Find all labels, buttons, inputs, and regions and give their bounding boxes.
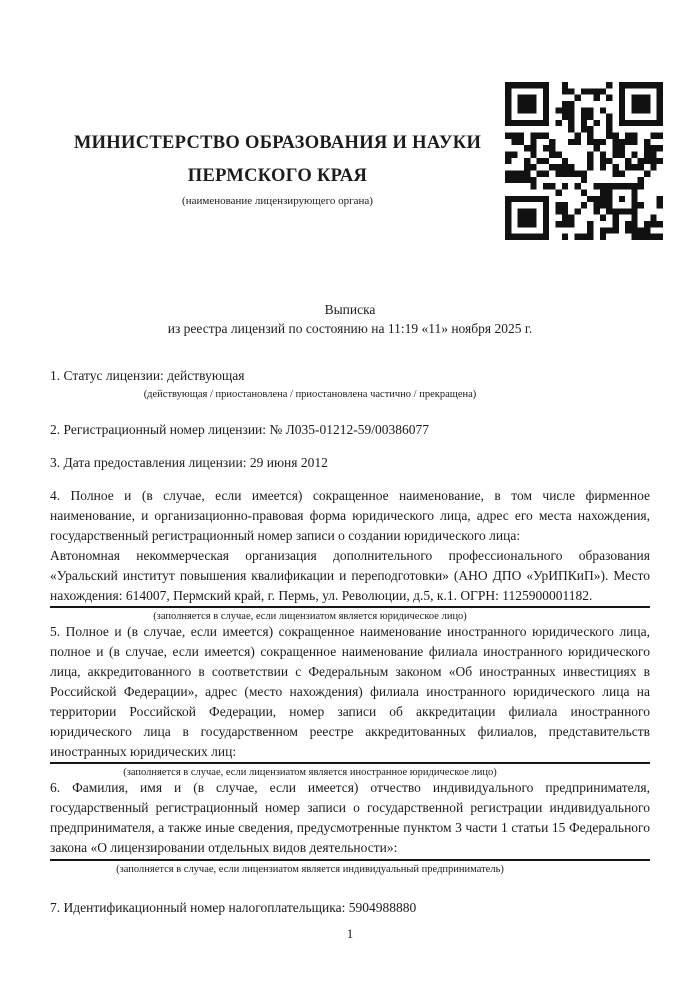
item-entrepreneur: [50, 778, 650, 876]
item-registration-number: [50, 420, 650, 440]
item-license-status: [50, 366, 650, 401]
legal-entity-label: 4. Полное и (в случае, если имеется) сокращенное наименование, в том числе фирменное наименование, и организационно-правовая форма юридического лица, адрес его места нахождения, государственный регистрационный номер записи о создании юридического лица:: [50, 488, 650, 543]
foreign-entity-note: (заполняется в случае, если лицензиатом является иностранное юридическое лицо): [123, 767, 497, 778]
registration-number-text: 2. Регистрационный номер лицензии: № Л035-01212-59/00386077: [50, 422, 430, 437]
legal-entity-value: Автономная некоммерческая организация дополнительного профессионального образования «Уральский институт повышения квалификации и переподготовки» (АНО ДПО «УрИПКиП»). Место нахождения: 614007, Пермский край, г. Пермь, ул. Революции, д.5, к.1. ОГРН: 1125900001182.: [50, 546, 650, 608]
license-status-note: (действующая / приостановлена / приостановлена частично / прекращена): [143, 389, 477, 400]
document-title-line1: Выписка: [324, 302, 376, 317]
item-taxpayer-number: [50, 898, 650, 918]
document-title-line2: из реестра лицензий по состоянию на 11:19 «11» ноября 2025 г.: [167, 321, 533, 336]
page-number: 1: [346, 926, 354, 941]
blank-fill-line: [50, 859, 650, 861]
license-status-text: 1. Статус лицензии: действующая: [50, 368, 245, 383]
issuing-authority-name: [50, 127, 505, 193]
legal-entity-note: (заполняется в случае, если лицензиатом является юридическое лицо): [153, 611, 467, 622]
ministry-name-line2: ПЕРМСКОГО КРАЯ: [187, 166, 368, 186]
blank-fill-line: [50, 762, 650, 764]
entrepreneur-note: (заполняется в случае, если лицензиатом является индивидуальный предприниматель): [116, 864, 504, 875]
issuing-authority-caption: (наименование лицензирующего органа): [182, 195, 373, 207]
entrepreneur-label: 6. Фамилия, имя и (в случае, если имеется) отчество индивидуального предпринимателя, государственный регистрационный номер записи о государственной регистрации индивидуального предпринимателя, а также иные сведения, предусмотренные пунктом 3 части 1 статьи 15 Федерального закона «О лицензировании отдельных видов деятельности»:: [50, 780, 650, 855]
item-grant-date: [50, 453, 650, 473]
qr-code: [505, 82, 663, 240]
item-foreign-entity: [50, 622, 650, 779]
item-legal-entity: [50, 486, 650, 623]
ministry-name-line1: МИНИСТЕРСТВО ОБРАЗОВАНИЯ И НАУКИ: [73, 133, 482, 153]
foreign-entity-label: 5. Полное и (в случае, если имеется) сокращенное наименование иностранного юридического лица, полное и (в случае, если имеется) сокращенное наименование филиала иностранного юридического лица, аккредитованного в соответствии с Федеральным законом «Об иностранных инвестициях в Российской Федерации», адрес (место нахождения) филиала иностранного юридического лица на территории Российской Федерации, номер записи об аккредитации филиала иностранного юридического лица в государственном реестре аккредитованных филиалов, представительств иностранных юридических лиц:: [50, 624, 650, 759]
letterhead: [50, 127, 505, 208]
document-title: [50, 300, 650, 338]
grant-date-text: 3. Дата предоставления лицензии: 29 июня 2012: [50, 455, 328, 470]
taxpayer-number-text: 7. Идентификационный номер налогоплательщика: 5904988880: [50, 900, 417, 915]
